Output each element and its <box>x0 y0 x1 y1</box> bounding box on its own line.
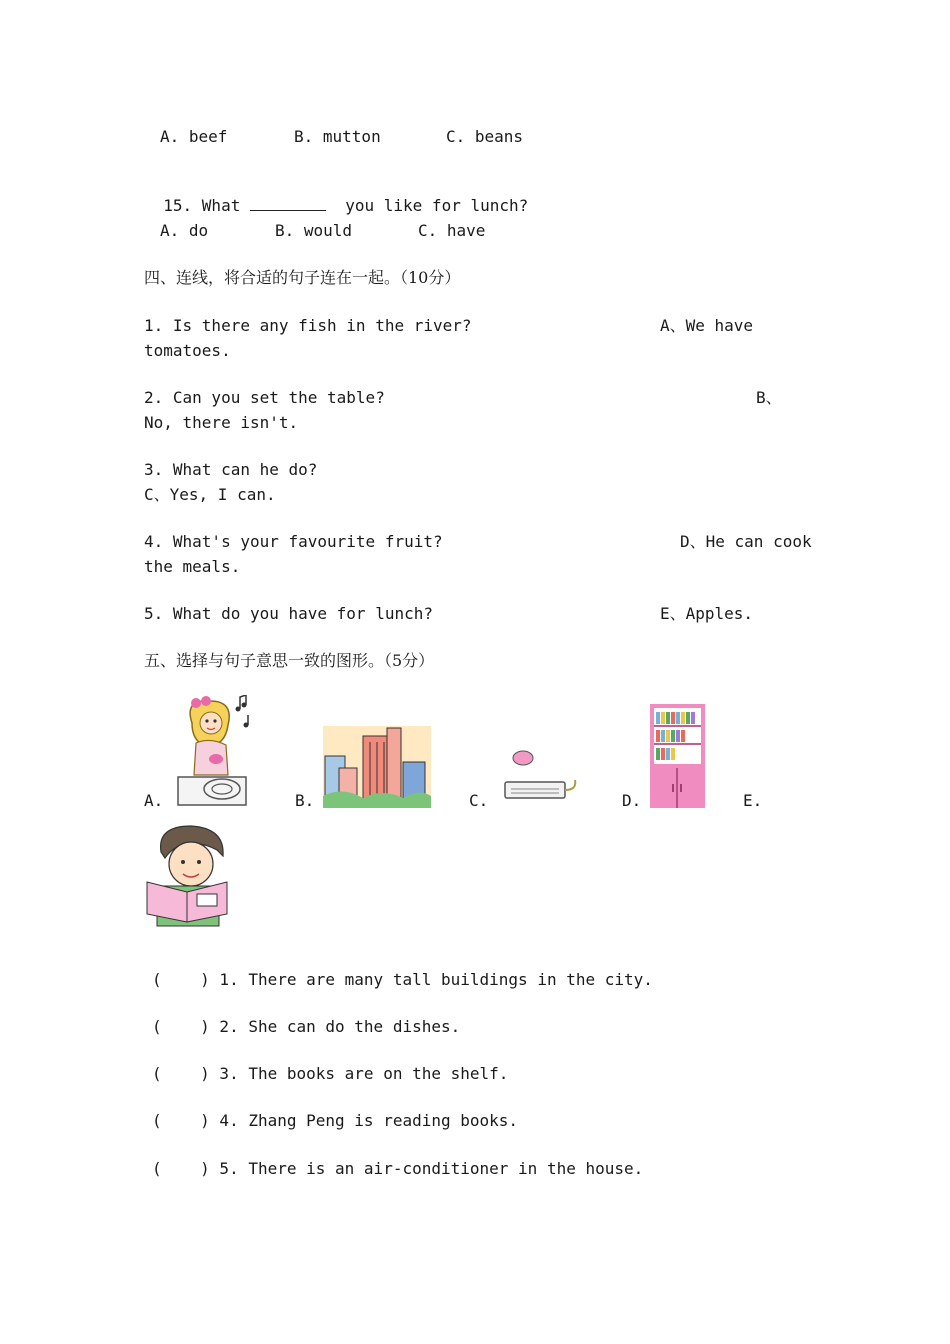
boy-reading-book-picture <box>143 822 235 931</box>
bookshelf-picture <box>650 704 705 808</box>
match-answer: C、Yes, I can. <box>144 485 276 504</box>
match-answer: D、He can cook <box>680 532 812 551</box>
sentence: ( ) 4. Zhang Peng is reading books. <box>152 1111 519 1130</box>
sentence: ( ) 5. There is an air-conditioner in the house. <box>152 1159 644 1178</box>
picture-label-d: D. <box>622 791 642 810</box>
option-a: A. beef <box>160 127 228 146</box>
match-answer: E、Apples. <box>660 604 754 623</box>
question-15 <box>144 173 528 217</box>
match-question: 2. Can you set the table? <box>144 388 385 407</box>
match-question: 1. Is there any fish in the river? <box>144 316 472 335</box>
section-5-heading: 五、选择与句子意思一致的图形。（5分） <box>144 651 435 670</box>
answer-blank <box>250 196 326 211</box>
picture-label-c: C. <box>469 791 489 810</box>
match-answer-cont: No, there isn't. <box>144 413 299 432</box>
air-conditioner-picture <box>497 740 583 808</box>
option-c: C. have <box>418 221 486 240</box>
match-question: 3. What can he do? <box>144 460 318 479</box>
sentence: ( ) 3. The books are on the shelf. <box>152 1064 509 1083</box>
match-answer-cont: tomatoes. <box>144 341 231 360</box>
city-buildings-picture <box>323 726 431 808</box>
match-answer: A、We have <box>660 316 754 335</box>
match-question: 5. What do you have for lunch? <box>144 604 433 623</box>
option-a: A. do <box>160 221 209 240</box>
section-4-heading: 四、连线，将合适的句子连在一起。（10分） <box>144 268 461 287</box>
option-b: B. mutton <box>294 127 381 146</box>
option-c: C. beans <box>446 127 524 146</box>
girl-doing-dishes-picture <box>170 695 255 808</box>
question-15-prefix: 15. What <box>163 196 241 215</box>
sentence: ( ) 2. She can do the dishes. <box>152 1017 461 1036</box>
picture-label-b: B. <box>295 791 315 810</box>
sentence: ( ) 1. There are many tall buildings in the city. <box>152 970 653 989</box>
picture-label-e: E. <box>743 791 763 810</box>
match-answer-cont: the meals. <box>144 557 241 576</box>
option-b: B. would <box>275 221 353 240</box>
match-question: 4. What's your favourite fruit? <box>144 532 443 551</box>
question-15-suffix: you like for lunch? <box>345 196 529 215</box>
match-answer: B、 <box>756 388 782 407</box>
picture-label-a: A. <box>144 791 164 810</box>
